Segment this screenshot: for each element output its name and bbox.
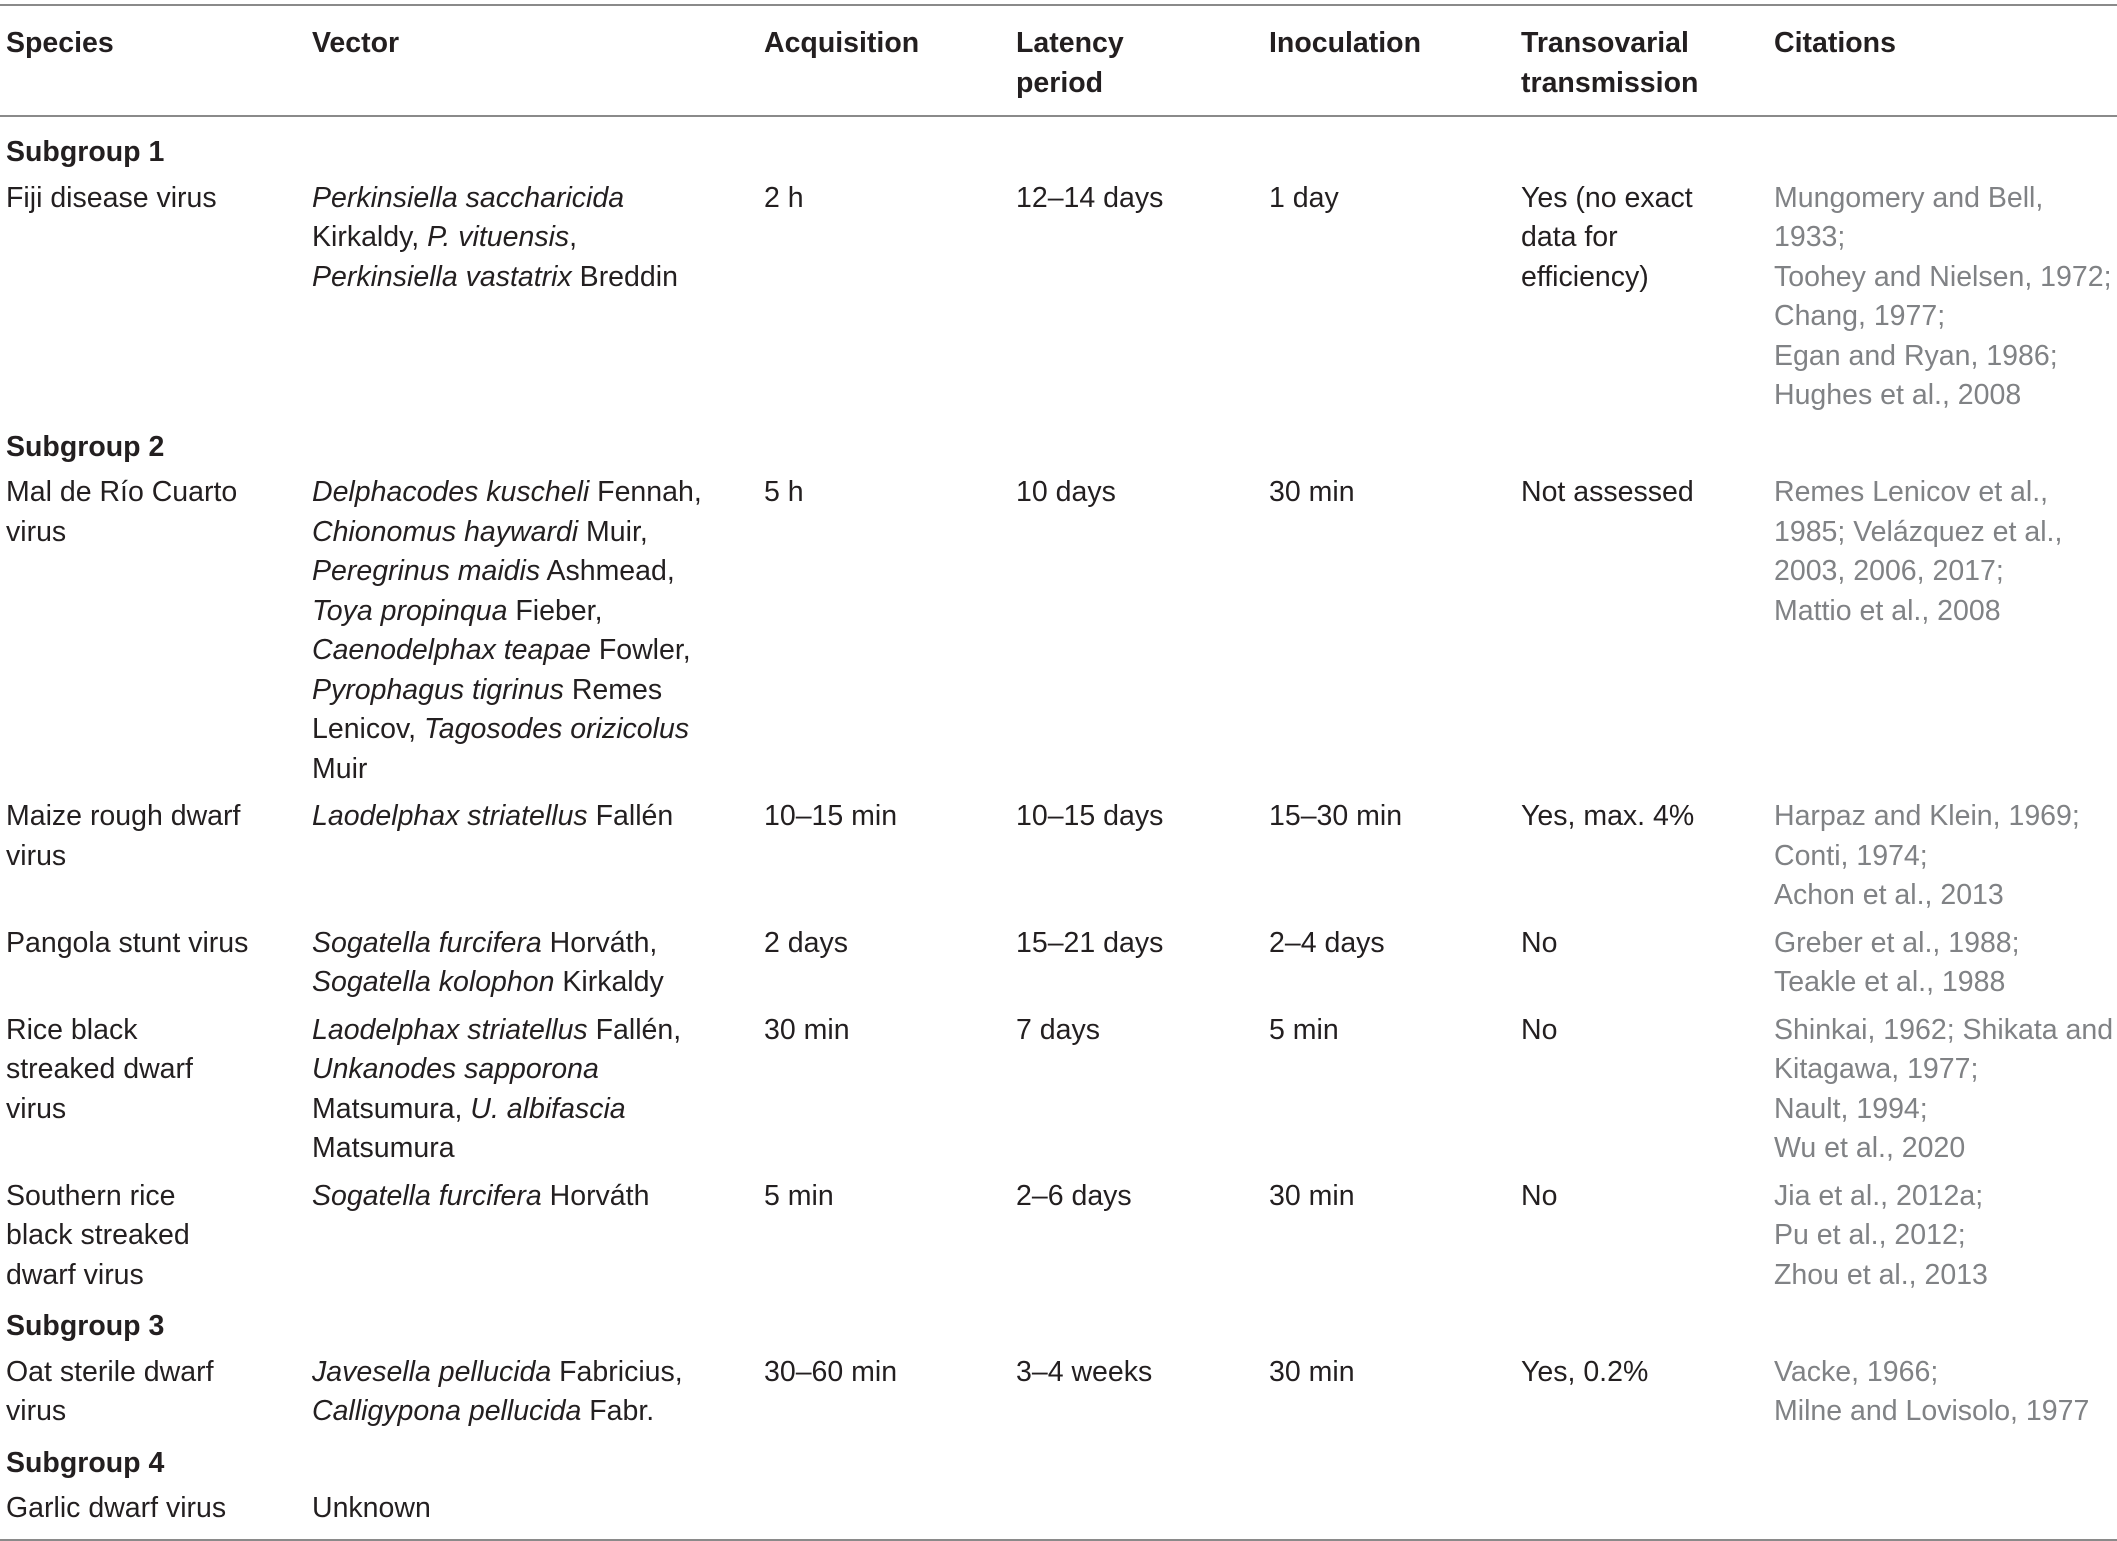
- transovarial-cell: [1515, 1173, 1768, 1300]
- citation-line: Wu et al., 2020: [1774, 1132, 1966, 1164]
- vector-text: Fallén: [587, 800, 674, 832]
- species-name: Mal de Río Cuarto virus: [6, 476, 238, 548]
- vector-species-name: Laodelphax striatellus: [312, 800, 588, 832]
- vector-species-name: Toya propinqua: [312, 594, 508, 627]
- subgroup-label: Subgroup 4: [6, 1446, 165, 1479]
- transovarial-line: efficiency): [1521, 260, 1649, 293]
- citation-line: 1985; Velázquez et al.,: [1774, 515, 2063, 548]
- transovarial-cell: [1515, 175, 1768, 420]
- latency-cell: 2–6 days: [1016, 1179, 1132, 1212]
- header-row: [0, 5, 2117, 116]
- acquisition-cell: 30–60 min: [764, 1355, 898, 1388]
- species-cell: [0, 793, 306, 920]
- vector-species-name: Javesella pellucida: [312, 1355, 552, 1388]
- header-inoculation: Inoculation: [1269, 27, 1421, 59]
- vector-cell: [306, 1007, 758, 1173]
- vector-line: [312, 1353, 758, 1393]
- vector-text: Ashmead,: [540, 555, 675, 587]
- vector-line: [312, 592, 758, 632]
- transovarial-line: No: [1521, 926, 1558, 959]
- inoculation-cell: 2–4 days: [1269, 926, 1385, 959]
- citations-cell: [1768, 175, 2117, 420]
- vector-species-name: Calligypona pellucida: [312, 1395, 582, 1427]
- subgroup-row: [0, 1436, 2117, 1486]
- citation-line: Toohey and Nielsen, 1972;: [1774, 260, 2112, 293]
- table-row: [0, 469, 2117, 793]
- transovarial-cell: [1515, 469, 1768, 793]
- transovarial-line: data for: [1521, 221, 1618, 253]
- vector-text: Fennah,: [589, 476, 702, 508]
- species-cell: [0, 175, 306, 420]
- subgroup-label: Subgroup 3: [6, 1310, 165, 1342]
- vector-line: [312, 797, 758, 837]
- inoculation-cell: [1263, 1485, 1515, 1540]
- latency-cell: [1010, 1485, 1263, 1540]
- table-row: [0, 1007, 2117, 1173]
- latency-cell: 3–4 weeks: [1016, 1355, 1153, 1388]
- citation-line: Pu et al., 2012;: [1774, 1219, 1966, 1251]
- subgroup-label: Subgroup 2: [6, 430, 165, 463]
- transovarial-line: Not assessed: [1521, 476, 1694, 508]
- transovarial-line: No: [1521, 1013, 1558, 1046]
- latency-cell: 10–15 days: [1016, 800, 1164, 832]
- vector-text: Kirkaldy: [554, 966, 664, 998]
- citation-line: 2003, 2006, 2017;: [1774, 555, 2004, 587]
- species-cell: [0, 1007, 306, 1173]
- vector-cell: [306, 1173, 758, 1300]
- citation-line: Zhou et al., 2013: [1774, 1258, 1988, 1291]
- species-name: Pangola stunt virus: [6, 926, 249, 959]
- vector-cell: [306, 793, 758, 920]
- transovarial-cell: [1515, 793, 1768, 920]
- transovarial-cell: [1515, 1007, 1768, 1173]
- species-name: Oat sterile dwarf virus: [6, 1355, 214, 1427]
- vector-line: [312, 1392, 758, 1432]
- transovarial-line: Yes, max. 4%: [1521, 800, 1695, 832]
- subgroup-label: Subgroup 1: [6, 136, 165, 168]
- vector-line: [312, 710, 758, 750]
- table-row: [0, 1485, 2117, 1540]
- citation-line: Vacke, 1966;: [1774, 1355, 1939, 1388]
- vector-line: [312, 1177, 758, 1217]
- virus-vector-table: [0, 4, 2117, 1541]
- vector-text: Fabricius,: [551, 1355, 683, 1388]
- header-latency-period: Latency period: [1016, 27, 1124, 99]
- vector-line: [312, 631, 758, 671]
- latency-cell: 10 days: [1016, 476, 1116, 508]
- inoculation-cell: 15–30 min: [1269, 800, 1403, 832]
- table-row: [0, 1349, 2117, 1436]
- vector-line: [312, 218, 758, 258]
- transovarial-cell: [1515, 1485, 1768, 1540]
- species-name: Garlic dwarf virus: [6, 1492, 227, 1524]
- vector-text: Kirkaldy,: [312, 221, 428, 253]
- citation-line: Harpaz and Klein, 1969;: [1774, 800, 2080, 832]
- header-citations: Citations: [1774, 27, 1896, 59]
- citation-line: Teakle et al., 1988: [1774, 966, 2006, 998]
- subgroup-row: [0, 1299, 2117, 1349]
- species-cell: [0, 1485, 306, 1540]
- species-name: Rice black streaked dwarf virus: [6, 1013, 193, 1125]
- vector-species-name: Caenodelphax teapae: [312, 634, 591, 666]
- latency-cell: 12–14 days: [1016, 181, 1164, 214]
- acquisition-cell: 2 days: [764, 926, 848, 959]
- citation-line: Kitagawa, 1977;: [1774, 1053, 1979, 1085]
- vector-line: [312, 513, 758, 553]
- acquisition-cell: 5 h: [764, 476, 804, 508]
- vector-line: [312, 1489, 758, 1529]
- vector-species-name: Sogatella kolophon: [312, 966, 555, 998]
- vector-species-name: Perkinsiella vastatrix: [312, 260, 572, 293]
- vector-text: Fieber,: [507, 594, 603, 627]
- vector-species-name: Sogatella furcifera: [312, 926, 542, 959]
- vector-text: Breddin: [571, 260, 678, 293]
- citation-line: Milne and Lovisolo, 1977: [1774, 1395, 2090, 1427]
- vector-text: Muir: [312, 752, 368, 785]
- vector-species-name: Sogatella furcifera: [312, 1179, 542, 1212]
- species-name: Fiji disease virus: [6, 181, 217, 214]
- transovarial-cell: [1515, 1349, 1768, 1436]
- vector-species-name: Tagosodes orizicolus: [423, 713, 690, 745]
- transovarial-line: Yes, 0.2%: [1521, 1355, 1649, 1388]
- vector-line: [312, 179, 758, 219]
- vector-species-name: Unkanodes sapporona: [312, 1053, 599, 1085]
- vector-text: Horváth,: [541, 926, 658, 959]
- vector-text: Unknown: [312, 1492, 431, 1524]
- vector-line: [312, 1129, 758, 1169]
- citation-line: Shinkai, 1962; Shikata and: [1774, 1013, 2114, 1046]
- citations-cell: [1768, 920, 2117, 1007]
- latency-cell: 7 days: [1016, 1013, 1100, 1046]
- citation-line: Conti, 1974;: [1774, 839, 1928, 872]
- vector-text: Fowler,: [590, 634, 691, 666]
- vector-line: [312, 1090, 758, 1130]
- vector-line: [312, 750, 758, 790]
- vector-line: [312, 671, 758, 711]
- vector-cell: [306, 469, 758, 793]
- citations-cell: [1768, 793, 2117, 920]
- acquisition-cell: 30 min: [764, 1013, 850, 1046]
- acquisition-cell: 10–15 min: [764, 800, 898, 832]
- vector-cell: [306, 1485, 758, 1540]
- citation-line: Achon et al., 2013: [1774, 879, 2004, 911]
- citation-line: Nault, 1994;: [1774, 1092, 1928, 1125]
- vector-cell: [306, 175, 758, 420]
- vector-line: [312, 473, 758, 513]
- citation-line: Jia et al., 2012a;: [1774, 1179, 1984, 1212]
- citation-line: Mattio et al., 2008: [1774, 594, 2001, 627]
- latency-cell: 15–21 days: [1016, 926, 1164, 959]
- subgroup-row: [0, 420, 2117, 470]
- citation-line: Greber et al., 1988;: [1774, 926, 2020, 959]
- citation-line: Remes Lenicov et al.,: [1774, 476, 2049, 508]
- vector-species-name: Peregrinus maidis: [312, 555, 541, 587]
- vector-text: Fallén,: [587, 1013, 682, 1046]
- header-species: Species: [6, 27, 114, 59]
- transovarial-line: Yes (no exact: [1521, 181, 1693, 214]
- species-name: Southern rice black streaked dwarf virus: [6, 1179, 190, 1291]
- inoculation-cell: 30 min: [1269, 476, 1355, 508]
- table-row: [0, 920, 2117, 1007]
- vector-line: [312, 963, 758, 1003]
- vector-species-name: Laodelphax striatellus: [312, 1013, 588, 1046]
- inoculation-cell: 30 min: [1269, 1179, 1355, 1212]
- vector-cell: [306, 920, 758, 1007]
- species-cell: [0, 1173, 306, 1300]
- vector-species-name: U. albifascia: [470, 1092, 626, 1125]
- citation-line: Egan and Ryan, 1986;: [1774, 339, 2058, 372]
- vector-text: ,: [569, 221, 578, 253]
- transovarial-line: No: [1521, 1179, 1558, 1212]
- vector-text: Matsumura,: [312, 1092, 471, 1125]
- vector-species-name: Perkinsiella saccharicida: [312, 181, 625, 214]
- vector-species-name: P. vituensis: [427, 221, 570, 253]
- citations-cell: [1768, 1007, 2117, 1173]
- vector-line: [312, 552, 758, 592]
- acquisition-cell: [758, 1485, 1010, 1540]
- vector-species-name: Chionomus haywardi: [312, 515, 579, 548]
- inoculation-cell: 1 day: [1269, 181, 1339, 214]
- table-row: [0, 175, 2117, 420]
- vector-text: Muir,: [578, 515, 648, 548]
- citation-line: Mungomery and Bell, 1933;: [1774, 181, 2044, 253]
- citations-cell: [1768, 1485, 2117, 1540]
- vector-text: Lenicov,: [312, 713, 424, 745]
- subgroup-row: [0, 116, 2117, 175]
- vector-text: Matsumura: [312, 1132, 455, 1164]
- header-vector: Vector: [312, 27, 400, 59]
- species-cell: [0, 920, 306, 1007]
- citations-cell: [1768, 1173, 2117, 1300]
- inoculation-cell: 5 min: [1269, 1013, 1339, 1046]
- species-name: Maize rough dwarf virus: [6, 800, 241, 872]
- citations-cell: [1768, 1349, 2117, 1436]
- species-cell: [0, 469, 306, 793]
- vector-text: Remes: [563, 673, 663, 706]
- table-row: [0, 793, 2117, 920]
- vector-line: [312, 924, 758, 964]
- header-transovarial-transmission: Transovarial transmission: [1521, 27, 1699, 99]
- acquisition-cell: 2 h: [764, 181, 804, 214]
- citations-cell: [1768, 469, 2117, 793]
- acquisition-cell: 5 min: [764, 1179, 834, 1212]
- table-row: [0, 1173, 2117, 1300]
- vector-line: [312, 258, 758, 298]
- vector-species-name: Delphacodes kuscheli: [312, 476, 590, 508]
- vector-text: Fabr.: [581, 1395, 655, 1427]
- transovarial-cell: [1515, 920, 1768, 1007]
- vector-species-name: Pyrophagus tigrinus: [312, 673, 564, 706]
- vector-line: [312, 1050, 758, 1090]
- citation-line: Chang, 1977;: [1774, 300, 1946, 332]
- inoculation-cell: 30 min: [1269, 1355, 1355, 1388]
- vector-text: Horváth: [541, 1179, 650, 1212]
- vector-cell: [306, 1349, 758, 1436]
- species-cell: [0, 1349, 306, 1436]
- header-acquisition: Acquisition: [764, 27, 920, 59]
- citation-line: Hughes et al., 2008: [1774, 379, 2022, 411]
- vector-line: [312, 1011, 758, 1051]
